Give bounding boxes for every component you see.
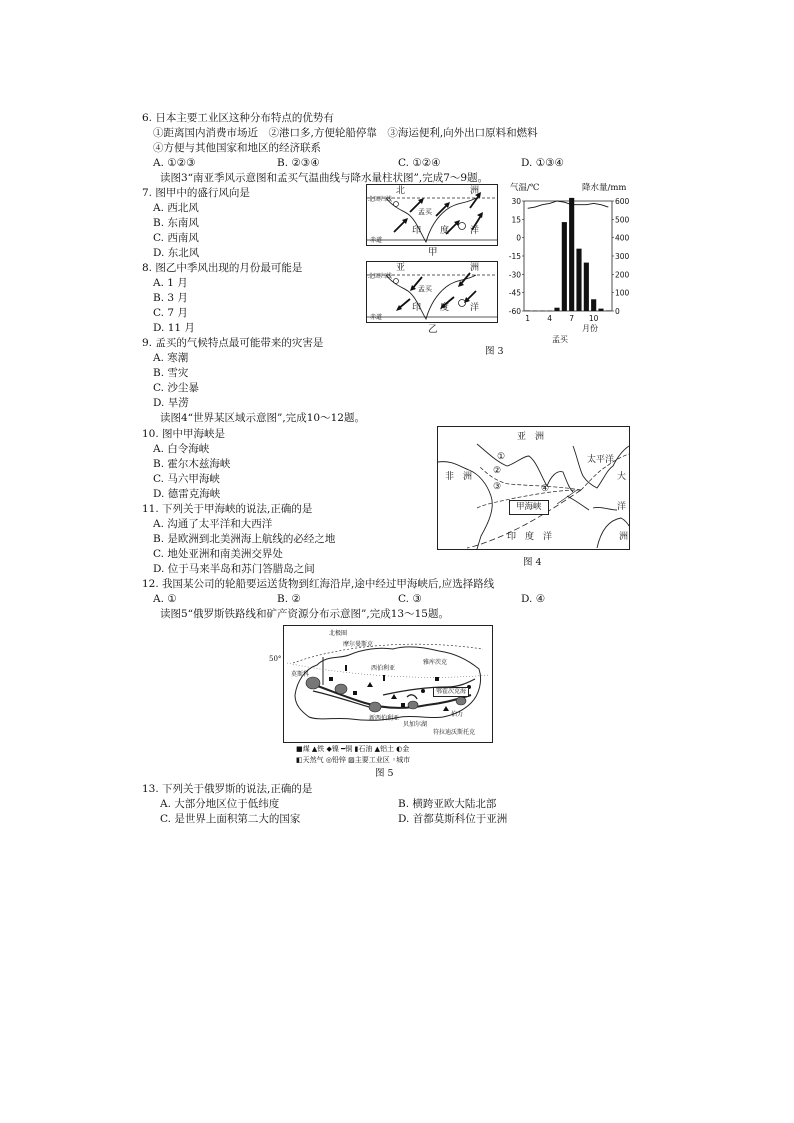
q12-stem: 12. 我国某公司的轮船要运送货物到红海沿岸,途中经过甲海峡后,应选择路线 [142, 578, 495, 590]
q8-option-a: A. 1 月 [153, 277, 188, 289]
q10-option-d: D. 德雷克海峡 [153, 488, 221, 500]
q6-stem: 6. 日本主要工业区这种分布特点的优势有 [142, 112, 334, 124]
q11-option-c: C. 地处亚洲和南美洲交界处 [153, 548, 283, 560]
fig3b-city-mumbai: 孟买 [418, 285, 432, 293]
fig4-route-4: ④ [541, 484, 550, 494]
fig5-legend-row2: ◧天然气 ◎铅锌 ▨主要工业区 ◦城市 [296, 756, 411, 764]
q7-option-b: B. 东南风 [153, 217, 199, 229]
q11-option-d: D. 位于马来半岛和苏门答腊岛之间 [153, 563, 315, 575]
fig3b-label-ya: 亚 [396, 263, 406, 273]
q6-statements-line2: ④方便与其他国家和地区的经济联系 [153, 142, 321, 154]
fig3b-tropic-label: 北回归线 [368, 273, 393, 280]
fig4-caption: 图 4 [523, 557, 542, 568]
fig5-label-siberia: 西伯利亚 [371, 665, 396, 672]
chart-right-tick-label: 300 [615, 252, 630, 261]
q10-option-b: B. 霍尔木兹海峡 [153, 458, 231, 470]
fig5-label-novosibirsk: 新西伯利亚 [369, 715, 400, 722]
chart-right-axis-title: 降水量/mm [582, 183, 627, 193]
q13-option-b: B. 横跨亚欧大陆北部 [398, 798, 497, 810]
q9-option-c: C. 沙尘暴 [153, 382, 199, 394]
fig4-label-pacific: 太平洋 [587, 455, 615, 465]
fig3a-label-yin: 印 [412, 226, 422, 236]
fig3b-label-zhou: 洲 [470, 263, 480, 273]
fig3a-label-zhou: 洲 [470, 186, 480, 196]
precip-bar [532, 311, 537, 312]
fig4-strait-label: 甲海峡 [509, 500, 549, 515]
q7-stem: 7. 图甲中的盛行风向是 [142, 187, 250, 199]
precip-bar [584, 263, 589, 311]
q13-stem: 13. 下列关于俄罗斯的说法,正确的是 [142, 783, 313, 795]
fig5-label-baikal: 贝加尔湖 [403, 721, 428, 728]
fig3a-tropic-label: 北回归线 [368, 196, 393, 203]
fig3-panel-a-label: 甲 [428, 247, 438, 258]
fig4-label-yang: 洋 [617, 502, 627, 512]
q11-stem: 11. 下列关于甲海峡的说法,正确的是 [142, 503, 313, 515]
q11-option-a: A. 沟通了太平洋和大西洋 [153, 518, 273, 530]
chart-left-tick-label: 0 [516, 233, 521, 243]
q6-option-c: C. ①②④ [398, 157, 441, 169]
chart-left-tick-label: -60 [508, 307, 521, 316]
chart-x-tick-label: 1 [525, 314, 531, 323]
precip-bar [540, 311, 545, 312]
chart-left-tick-label: -45 [508, 288, 521, 298]
chart-right-tick-label: 400 [615, 233, 630, 243]
chart-right-tick-label: 500 [615, 215, 630, 225]
chart-right-tick-label: 100 [615, 288, 630, 298]
q12-option-d: D. ④ [521, 593, 546, 605]
fig3-caption: 图 3 [485, 346, 504, 357]
q6-option-a: A. ①②③ [153, 157, 196, 169]
fig5-label-okhotsk: 鄂霍次克海 [433, 687, 469, 697]
fig3b-equator-label: 赤道 [370, 314, 383, 321]
q7-option-c: C. 西南风 [153, 232, 199, 244]
q10-stem: 10. 图中甲海峡是 [142, 428, 226, 440]
chart-right-tick-label: 600 [615, 197, 630, 206]
fig5-lat-50: 50° [269, 655, 282, 663]
fig3-map-b [366, 261, 498, 323]
fig4-route-1: ② [493, 466, 502, 476]
q8-stem: 8. 图乙中季风出现的月份最可能是 [142, 262, 303, 274]
fig4-label-zhou: 洲 [619, 532, 629, 542]
q13-option-c: C. 是世界上面积第二大的国家 [160, 813, 301, 825]
q8-option-b: B. 3 月 [153, 292, 188, 304]
chart-month-unit: 月份 [582, 324, 598, 333]
q6-option-b: B. ②③④ [277, 157, 320, 169]
precip-bar [569, 198, 574, 311]
chart-right-tick-label: 0 [615, 307, 620, 316]
fig3b-label-yang: 洋 [470, 303, 480, 313]
precip-bar [525, 310, 530, 311]
q9-option-d: D. 旱涝 [153, 397, 189, 409]
temperature-line [528, 201, 609, 208]
q10-option-c: C. 马六甲海峡 [153, 473, 220, 485]
fig4-map [437, 426, 630, 550]
fig5-label-murmansk: 摩尔曼斯克 [343, 641, 374, 648]
precip-bar [598, 309, 603, 311]
fig3-panel-b-label: 乙 [428, 324, 438, 335]
fig4-route-3: ③ [493, 482, 502, 492]
fig4-label-africa: 非 洲 [445, 472, 473, 482]
fig3b-label-du: 度 [440, 303, 450, 313]
q13-option-a: A. 大部分地区位于低纬度 [160, 798, 280, 810]
fig4-route-2: ① [497, 452, 506, 462]
fig3a-label-du: 度 [440, 226, 450, 236]
chart-city-label: 孟买 [552, 335, 568, 344]
q8-option-d: D. 11 月 [153, 322, 195, 334]
fig3-climate-chart [500, 183, 640, 345]
intro-q13-15: 读图5“俄罗斯铁路线和矿产资源分布示意图”,完成13～15题。 [160, 608, 449, 620]
q12-option-b: B. ② [277, 593, 301, 605]
fig5-label-vladivostok: 符拉迪沃斯托克 [433, 729, 476, 736]
q13-option-d: D. 首都莫斯科位于亚洲 [398, 813, 508, 825]
fig5-label-moscow: 莫斯科 [291, 671, 310, 678]
precip-bar [576, 249, 581, 311]
chart-x-tick-label: 10 [588, 314, 599, 323]
chart-left-tick-label: 30 [511, 197, 521, 206]
fig3-map-a [366, 184, 498, 246]
precip-bar [591, 299, 596, 311]
fig4-label-asia: 亚 洲 [517, 432, 545, 442]
fig5-label-yakutsk: 雅库茨克 [423, 659, 448, 666]
q9-option-a: A. 寒潮 [153, 352, 189, 364]
q9-stem: 9. 孟买的气候特点最可能带来的灾害是 [142, 337, 324, 349]
q7-option-d: D. 东北风 [153, 247, 200, 259]
fig5-caption: 图 5 [375, 768, 394, 779]
precip-bar [547, 311, 552, 312]
fig4-label-indian-ocean: 印 度 洋 [507, 532, 553, 542]
precip-bar [562, 222, 567, 311]
q11-option-b: B. 是欧洲到北美洲海上航线的必经之地 [153, 533, 336, 545]
fig5-legend-row1: ■煤 ▲铁 ◆镍 ━铜 ▮石油 ▲铝土 ◐金 [296, 745, 410, 753]
fig3a-city-mumbai: 孟买 [418, 208, 432, 216]
fig5-label-khabarovsk: 伯力 [451, 711, 464, 718]
fig3a-equator-label: 赤道 [370, 237, 383, 244]
climate-chart-svg [500, 183, 640, 345]
fig5-label-arctic: 北极圈 [329, 630, 348, 637]
fig3b-label-yin: 印 [412, 303, 422, 313]
chart-x-tick-label: 4 [547, 314, 553, 323]
precip-bar [606, 310, 611, 311]
q12-option-c: C. ③ [398, 593, 422, 605]
intro-q10-12: 读图4“世界某区域示意图”,完成10～12题。 [160, 412, 365, 424]
chart-left-tick-label: -30 [508, 270, 521, 280]
chart-left-axis-title: 气温/℃ [510, 183, 540, 193]
fig4-label-da: 大 [617, 472, 627, 482]
q9-option-b: B. 雪灾 [153, 367, 189, 379]
fig5-map [269, 625, 493, 743]
fig3a-label-yang: 洋 [470, 226, 480, 236]
q6-option-d: D. ①③④ [521, 157, 564, 169]
q7-option-a: A. 西北风 [153, 202, 199, 214]
precip-bar [554, 308, 559, 311]
q10-option-a: A. 白令海峡 [153, 443, 210, 455]
chart-x-tick-label: 7 [569, 314, 575, 323]
chart-left-tick-label: -15 [508, 252, 521, 261]
chart-right-tick-label: 200 [615, 270, 630, 280]
chart-left-tick-label: 15 [511, 215, 521, 225]
intro-q7-9: 读图3“南亚季风示意图和孟买气温曲线与降水量柱状图”,完成7～9题。 [160, 172, 489, 184]
q8-option-c: C. 7 月 [153, 307, 188, 319]
q12-option-a: A. ① [153, 593, 177, 605]
fig3a-label-north: 北 [396, 186, 406, 196]
q6-statements-line1: ①距离国内消费市场近 ②港口多,方便轮船停靠 ③海运便利,向外出口原料和燃料 [153, 127, 538, 139]
